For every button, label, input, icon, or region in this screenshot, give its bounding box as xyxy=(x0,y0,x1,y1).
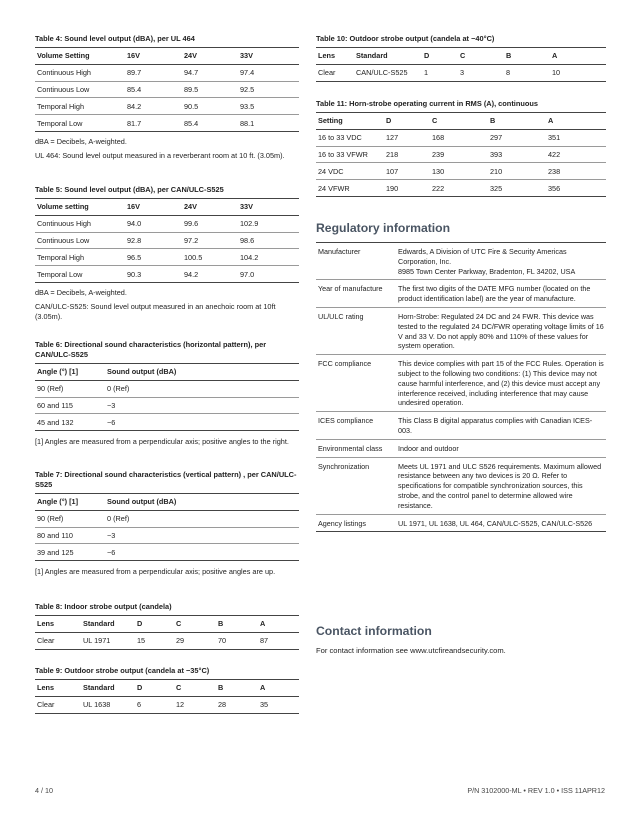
table-4 xyxy=(35,34,299,161)
table-caption: Table 4: Sound level output (dBA), per UL 464 xyxy=(35,34,195,43)
header-cell: Sound output (dBA) xyxy=(105,364,299,381)
table-row xyxy=(35,696,299,713)
table-header-row xyxy=(35,494,299,511)
table-header-row xyxy=(35,199,299,216)
cell: 28 xyxy=(216,696,258,713)
cell: 87 xyxy=(258,632,299,649)
cell: 6 xyxy=(135,696,174,713)
cell: CAN/ULC-S525 xyxy=(354,64,422,81)
header-cell: Volume setting xyxy=(35,199,125,216)
row-label: FCC compliance xyxy=(316,355,396,412)
table-note: UL 464: Sound level output measured in a reverberant room at 10 ft. (3.05m). xyxy=(35,150,285,160)
table-row xyxy=(316,439,606,457)
header-cell: Lens xyxy=(316,48,354,65)
table-row xyxy=(35,232,299,249)
cell: Continuous Low xyxy=(35,232,125,249)
row-value: Edwards, A Division of UTC Fire & Security Americas Corporation, Inc. 8985 Town Center Parkway, Bradenton, FL 34202, USA xyxy=(396,243,606,280)
table-row xyxy=(35,632,299,649)
cell: 1 xyxy=(422,64,458,81)
cell: −3 xyxy=(105,397,299,414)
header-cell: Volume Setting xyxy=(35,48,125,65)
table-row xyxy=(316,64,606,81)
table-row xyxy=(316,514,606,532)
table-caption: Table 10: Outdoor strobe output (candela at −40°C) xyxy=(316,34,495,43)
table-note: dBA = Decibels, A-weighted. xyxy=(35,136,127,146)
cell: 297 xyxy=(488,129,546,146)
table-row xyxy=(316,146,606,163)
cell: 88.1 xyxy=(238,115,299,132)
table-caption: Table 11: Horn-strobe operating current in RMS (A), continuous xyxy=(316,99,539,108)
contact-section xyxy=(316,624,606,656)
cell: Clear xyxy=(35,696,81,713)
row-value: This device complies with part 15 of the FCC Rules. Operation is subject to the following two conditions: (1) This device may not cause harmful interference, and (2) this device must accept any interference received, including interference that may cause undesired operation. xyxy=(396,355,606,412)
cell: 210 xyxy=(488,163,546,180)
cell: 8 xyxy=(504,64,550,81)
cell: −6 xyxy=(105,414,299,431)
cell: −6 xyxy=(105,544,299,561)
cell: Temporal High xyxy=(35,98,125,115)
cell: 12 xyxy=(174,696,216,713)
cell: 24 VDC xyxy=(316,163,384,180)
regulatory-table xyxy=(316,242,606,532)
cell: 356 xyxy=(546,180,606,197)
cell: 393 xyxy=(488,146,546,163)
cell: 35 xyxy=(258,696,299,713)
table-row xyxy=(316,457,606,514)
table-row xyxy=(316,307,606,354)
table-row xyxy=(316,355,606,412)
table-row xyxy=(35,98,299,115)
table-header-row xyxy=(316,48,606,65)
cell: 85.4 xyxy=(125,81,182,98)
regulatory-section xyxy=(316,221,606,532)
header-cell: A xyxy=(258,680,299,697)
cell: 81.7 xyxy=(125,115,182,132)
cell: 39 and 125 xyxy=(35,544,105,561)
row-value: This Class B digital apparatus complies with Canadian ICES-003. xyxy=(396,412,606,440)
table-4-grid xyxy=(35,47,299,132)
cell: 97.0 xyxy=(238,266,299,283)
table-row xyxy=(35,380,299,397)
part-number: P/N 3102000-ML • REV 1.0 • ISS 11APR12 xyxy=(467,786,605,795)
row-label: Agency listings xyxy=(316,514,396,532)
cell: Clear xyxy=(316,64,354,81)
table-row xyxy=(35,414,299,431)
cell: 238 xyxy=(546,163,606,180)
cell: 90.5 xyxy=(182,98,238,115)
header-cell: C xyxy=(458,48,504,65)
table-9-grid xyxy=(35,679,299,714)
row-label: Synchronization xyxy=(316,457,396,514)
header-cell: D xyxy=(135,680,174,697)
table-header-row xyxy=(35,680,299,697)
cell: 104.2 xyxy=(238,249,299,266)
cell: 16 to 33 VFWR xyxy=(316,146,384,163)
cell: 80 and 110 xyxy=(35,527,105,544)
cell: Continuous Low xyxy=(35,81,125,98)
cell: 190 xyxy=(384,180,430,197)
cell: 84.2 xyxy=(125,98,182,115)
cell: Continuous High xyxy=(35,64,125,81)
header-cell: D xyxy=(422,48,458,65)
cell: 45 and 132 xyxy=(35,414,105,431)
header-cell: B xyxy=(488,113,546,130)
table-header-row xyxy=(35,48,299,65)
header-cell: Standard xyxy=(81,680,135,697)
table-row xyxy=(316,243,606,280)
header-cell: Sound output (dBA) xyxy=(105,494,299,511)
table-row xyxy=(35,81,299,98)
row-label: Environmental class xyxy=(316,439,396,457)
table-9 xyxy=(35,666,299,714)
cell: 90 (Ref) xyxy=(35,510,105,527)
cell: 351 xyxy=(546,129,606,146)
table-5-grid xyxy=(35,198,299,283)
header-cell: A xyxy=(550,48,606,65)
cell: 98.6 xyxy=(238,232,299,249)
table-row xyxy=(35,64,299,81)
section-heading: Contact information xyxy=(316,624,432,638)
cell: Continuous High xyxy=(35,215,125,232)
cell: 130 xyxy=(430,163,488,180)
cell: 94.0 xyxy=(125,215,182,232)
header-cell: C xyxy=(430,113,488,130)
cell: Temporal Low xyxy=(35,115,125,132)
table-row xyxy=(35,510,299,527)
cell: 97.2 xyxy=(182,232,238,249)
cell: 422 xyxy=(546,146,606,163)
table-6 xyxy=(35,340,299,447)
row-value: UL 1971, UL 1638, UL 464, CAN/ULC-S525, CAN/ULC-S526 xyxy=(396,514,606,532)
table-7-grid xyxy=(35,493,299,561)
row-value: Horn-Strobe: Regulated 24 DC and 24 FWR. This device was tested to the regulated 24 DC/FWR operating voltage limits of 16 V and 33 V. Do not apply 80% and 110% of these values for system operation. xyxy=(396,307,606,354)
cell: Temporal Low xyxy=(35,266,125,283)
cell: 89.7 xyxy=(125,64,182,81)
cell: 100.5 xyxy=(182,249,238,266)
table-row xyxy=(35,215,299,232)
header-cell: Standard xyxy=(81,616,135,633)
table-5 xyxy=(35,185,299,322)
table-8 xyxy=(35,602,299,650)
table-header-row xyxy=(35,616,299,633)
row-label: ICES compliance xyxy=(316,412,396,440)
header-cell: Lens xyxy=(35,680,81,697)
header-cell: 16V xyxy=(125,199,182,216)
header-cell: Angle (°) [1] xyxy=(35,494,105,511)
table-row xyxy=(316,412,606,440)
table-11-grid xyxy=(316,112,606,197)
table-footnote: [1] Angles are measured from a perpendicular axis; positive angles are up. xyxy=(35,567,276,577)
contact-text: For contact information see www.utcfireandsecurity.com. xyxy=(316,646,506,655)
table-row xyxy=(316,280,606,308)
header-cell: 33V xyxy=(238,199,299,216)
cell: Clear xyxy=(35,632,81,649)
header-cell: A xyxy=(546,113,606,130)
cell: 24 VFWR xyxy=(316,180,384,197)
table-row xyxy=(35,397,299,414)
cell: 94.2 xyxy=(182,266,238,283)
header-cell: D xyxy=(384,113,430,130)
header-cell: Lens xyxy=(35,616,81,633)
cell: 0 (Ref) xyxy=(105,380,299,397)
table-footnote: [1] Angles are measured from a perpendicular axis; positive angles to the right. xyxy=(35,437,289,447)
table-caption: Table 5: Sound level output (dBA), per CAN/ULC-S525 xyxy=(35,185,224,194)
cell: 222 xyxy=(430,180,488,197)
cell: 16 to 33 VDC xyxy=(316,129,384,146)
table-8-grid xyxy=(35,615,299,650)
table-header-row xyxy=(35,364,299,381)
table-caption: Table 8: Indoor strobe output (candela) xyxy=(35,602,172,611)
header-cell: 24V xyxy=(182,199,238,216)
row-value: Indoor and outdoor xyxy=(396,439,606,457)
header-cell: Setting xyxy=(316,113,384,130)
section-heading: Regulatory information xyxy=(316,221,451,235)
page-number: 4 / 10 xyxy=(35,786,53,795)
cell: 90.3 xyxy=(125,266,182,283)
cell: 3 xyxy=(458,64,504,81)
cell: Temporal High xyxy=(35,249,125,266)
table-row xyxy=(316,163,606,180)
cell: 107 xyxy=(384,163,430,180)
cell: 102.9 xyxy=(238,215,299,232)
header-cell: C xyxy=(174,680,216,697)
table-row xyxy=(35,249,299,266)
cell: 29 xyxy=(174,632,216,649)
table-7 xyxy=(35,470,299,577)
table-6-grid xyxy=(35,363,299,431)
cell: 90 (Ref) xyxy=(35,380,105,397)
table-row xyxy=(35,115,299,132)
header-cell: 24V xyxy=(182,48,238,65)
cell: 60 and 115 xyxy=(35,397,105,414)
table-10 xyxy=(316,34,606,82)
table-11 xyxy=(316,99,606,197)
header-cell: C xyxy=(174,616,216,633)
header-cell: B xyxy=(216,680,258,697)
cell: UL 1971 xyxy=(81,632,135,649)
header-cell: 33V xyxy=(238,48,299,65)
table-row xyxy=(35,544,299,561)
header-cell: Standard xyxy=(354,48,422,65)
table-caption: Table 6: Directional sound characteristics (horizontal pattern), per CAN/ULC-S525 xyxy=(35,340,267,359)
header-cell: Angle (°) [1] xyxy=(35,364,105,381)
table-note: dBA = Decibels, A-weighted. xyxy=(35,287,127,297)
table-row xyxy=(316,129,606,146)
row-value: The first two digits of the DATE MFG number (located on the product identification label) are the year of manufacture. xyxy=(396,280,606,308)
row-value: Meets UL 1971 and ULC S526 requirements. Maximum allowed resistance between any two devices is 20 Ω. Refer to specifications for compatible synchronization sources, this strobe, and the control panel to determine allowed wire resistance. xyxy=(396,457,606,514)
cell: 127 xyxy=(384,129,430,146)
header-cell: A xyxy=(258,616,299,633)
table-header-row xyxy=(316,113,606,130)
cell: 99.6 xyxy=(182,215,238,232)
table-note: CAN/ULC-S525: Sound level output measured in an anechoic room at 10ft (3.05m). xyxy=(35,301,276,321)
table-row xyxy=(35,527,299,544)
header-cell: B xyxy=(504,48,550,65)
cell: 97.4 xyxy=(238,64,299,81)
table-caption: Table 9: Outdoor strobe output (candela at −35°C) xyxy=(35,666,210,675)
header-cell: 16V xyxy=(125,48,182,65)
table-10-grid xyxy=(316,47,606,82)
cell: 239 xyxy=(430,146,488,163)
cell: 15 xyxy=(135,632,174,649)
cell: 168 xyxy=(430,129,488,146)
cell: 218 xyxy=(384,146,430,163)
cell: 92.8 xyxy=(125,232,182,249)
cell: 93.5 xyxy=(238,98,299,115)
cell: 94.7 xyxy=(182,64,238,81)
cell: 70 xyxy=(216,632,258,649)
row-label: Manufacturer xyxy=(316,243,396,280)
row-label: Year of manufacture xyxy=(316,280,396,308)
cell: 85.4 xyxy=(182,115,238,132)
header-cell: B xyxy=(216,616,258,633)
cell: 96.5 xyxy=(125,249,182,266)
cell: 89.5 xyxy=(182,81,238,98)
header-cell: D xyxy=(135,616,174,633)
cell: UL 1638 xyxy=(81,696,135,713)
cell: 0 (Ref) xyxy=(105,510,299,527)
table-row xyxy=(35,266,299,283)
cell: −3 xyxy=(105,527,299,544)
cell: 325 xyxy=(488,180,546,197)
row-label: UL/ULC rating xyxy=(316,307,396,354)
table-row xyxy=(316,180,606,197)
cell: 10 xyxy=(550,64,606,81)
cell: 92.5 xyxy=(238,81,299,98)
table-caption: Table 7: Directional sound characteristics (vertical pattern) , per CAN/ULC-S525 xyxy=(35,470,297,489)
